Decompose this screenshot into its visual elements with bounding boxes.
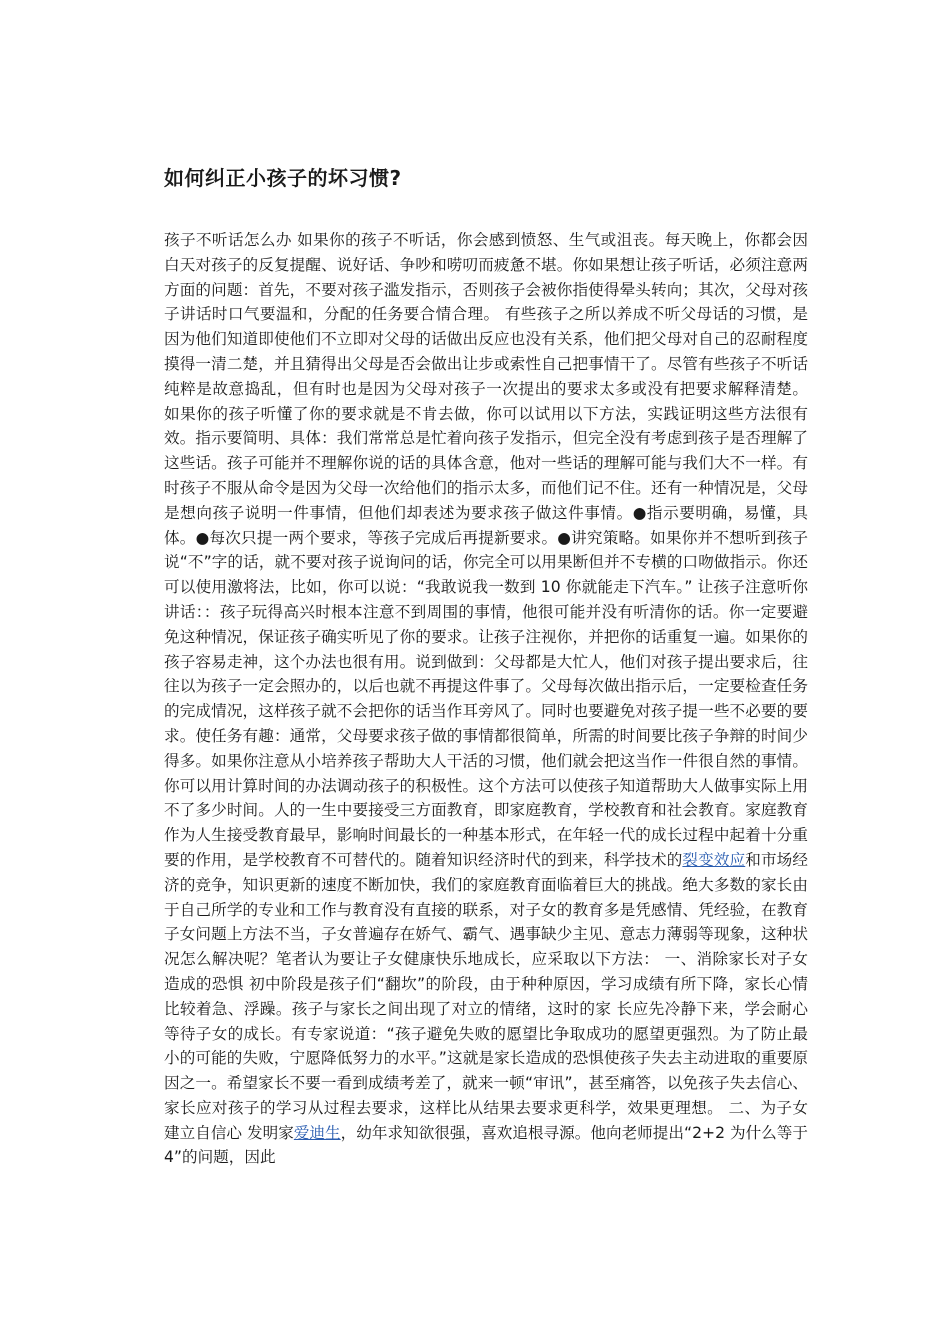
article-body (164, 228, 808, 1170)
body-text-segment: ，幼年求知欲很强，喜欢追根寻源。他向老师提出“2+2 为什么等于 4”的问题，因此 (164, 1123, 808, 1167)
link-edison[interactable]: 爱迪生 (293, 1123, 341, 1142)
link-fission-effect[interactable]: 裂变效应 (682, 850, 746, 869)
document-title: 如何纠正小孩子的坏习惯? (164, 166, 402, 190)
body-text-segment: 孩子不听话怎么办 如果你的孩子不听话，你会感到愤怒、生气或沮丧。每天晚上，你都会因白天对孩子的反复提醒、说好话、争吵和唠叨而疲惫不堪。你如果想让孩子听话，必须注意两方面的问题：首先，不要对孩子滥发指示，否则孩子会被你指使得晕头转向；其次，父母对孩子讲话时口气要温和，分配的任务要合情合理。 有些孩子之所以养成不听父母话的习惯，是因为他们知道即使他们不立即对父母的话做出反应也没有关系，他们把父母对自己的忍耐程度摸得一清二楚，并且猜得出父母是否会做出让步或索性自己把事情干了。尽管有些孩子不听话纯粹是故意捣乱，但有时也是因为父母对孩子一次提出的要求太多或没有把要求解释清楚。 如果你的孩子听懂了你的要求就是不肯去做，你可以试用以下方法，实践证明这些方法很有效。指示要简明、具体：我们常常总是忙着向孩子发指示，但完全没有考虑到孩子是否理解了这些话。孩子可能并不理解你说的话的具体含意，他对一些话的理解可能与我们大不一样。有时孩子不服从命令是因为父母一次给他们的指示太多，而他们记不住。还有一种情况是，父母是想向孩子说明一件事情，但他们却表述为要求孩子做这件事情。●指示要明确，易懂，具体。●每次只提一两个要求，等孩子完成后再提新要求。●讲究策略。如果你并不想听到孩子说“不”字的话，就不要对孩子说询问的话，你完全可以用果断但并不专横的口吻做指示。你还可以使用激将法，比如，你可以说：“我敢说我一数到 10 你就能走下汽车。” 让孩子注意听你讲话：：孩子玩得高兴时根本注意不到周围的事情，他很可能并没有听清你的话。你一定要避免这种情况，保证孩子确实听见了你的要求。让孩子注视你，并把你的话重复一遍。如果你的孩子容易走神，这个办法也很有用。说到做到：父母都是大忙人，他们对孩子提出要求后，往往以为孩子一定会照办的，以后也就不再提这件事了。父母每次做出指示后，一定要检查任务的完成情况，这样孩子就不会把你的话当作耳旁风了。同时也要避免对孩子提一些不必要的要求。使任务有趣：通常，父母要求孩子做的事情都很简单，所需的时间要比孩子争辩的时间少得多。如果你注意从小培养孩子帮助大人干活的习惯，他们就会把这当作一件很自然的事情。你可以用计算时间的办法调动孩子的积极性。这个方法可以使孩子知道帮助大人做事实际上用不了多少时间。人的一生中要接受三方面教育，即家庭教育，学校教育和社会教育。家庭教育作为人生接受教育最早，影响时间最长的一种基本形式，在年轻一代的成长过程中起着十分重要的作用，是学校教育不可替代的。随着知识经济时代的到来，科学技术的 (164, 231, 808, 869)
body-text-segment: 和市场经济的竞争，知识更新的速度不断加快，我们的家庭教育面临着巨大的挑战。绝大多数的家长由于自己所学的专业和工作与教育没有直接的联系，对子女的教育多是凭感情、凭经验，在教育子女问题上方法不当，子女普遍存在娇气、霸气、遇事缺少主见、意志力薄弱等现象，这种状况怎么解决呢？笔者认为要让子女健康快乐地成长，应采取以下方法： 一、消除家长对子女造成的恐惧 初中阶段是孩子们“翻坎”的阶段，由于种种原因，学习成绩有所下降，家长心情比较着急、浮躁。孩子与家长之间出现了对立的情绪，这时的家 长应先冷静下来，学会耐心等待子女的成长。有专家说道：“孩子避免失败的愿望比争取成功的愿望更强烈。为了防止最小的可能的失败，宁愿降低努力的水平。”这就是家长造成的恐惧使孩子失去主动进取的重要原因之一。希望家长不要一看到成绩考差了，就来一顿“审讯”，甚至痛答，以免孩子失去信心、家长应对孩子的学习从过程去要求，这样比从结果去要求更科学，效果更理想。 二、为子女建立自信心 发明家 (164, 850, 808, 1142)
